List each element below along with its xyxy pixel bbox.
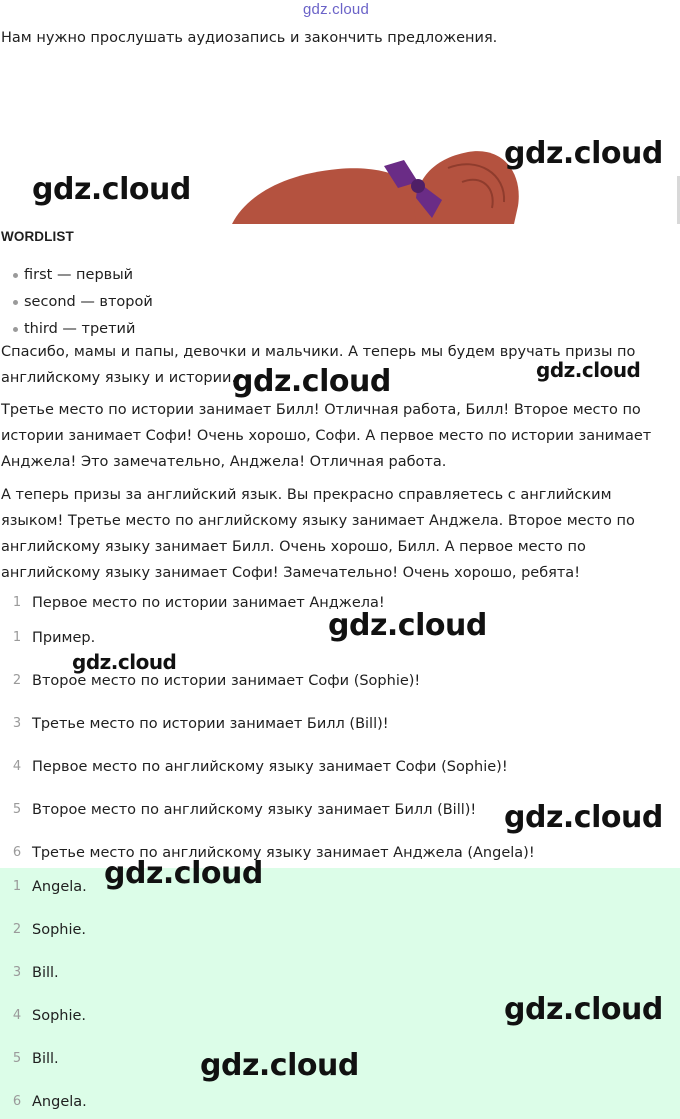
list-item: third — третий bbox=[10, 319, 153, 346]
watermark: gdz.cloud bbox=[32, 172, 191, 207]
watermark: gdz.cloud bbox=[72, 650, 177, 674]
watermark: gdz.cloud bbox=[200, 1048, 359, 1083]
site-mark[interactable]: gdz.cloud bbox=[303, 1, 370, 18]
girl-hair-illustration bbox=[228, 148, 528, 224]
item-number: 2 bbox=[12, 922, 22, 937]
item-number: 5 bbox=[12, 1051, 22, 1066]
item-text: Первое место по истории занимает Анджела! bbox=[32, 595, 385, 611]
item-number: 6 bbox=[12, 1094, 22, 1109]
answer-text: Sophie. bbox=[32, 1008, 87, 1024]
answer-text: Angela. bbox=[32, 879, 87, 895]
item-text: Пример. bbox=[32, 630, 96, 646]
item-text: Второе место по истории занимает Софи (Sophie)! bbox=[32, 673, 421, 689]
answer-text: Sophie. bbox=[32, 922, 87, 938]
item-number: 3 bbox=[12, 965, 22, 980]
item-text: Третье место по истории занимает Билл (Bill)! bbox=[32, 716, 389, 732]
answer-text: Bill. bbox=[32, 965, 59, 981]
transcript-paragraph: А теперь призы за английский язык. Вы прекрасно справляетесь с английским языком! Третье место по английскому языку занимает Анджела. Второе место по английскому языку занимает Билл. Очень хорошо, Билл. А первое место по английскому языку занимает Софи! Замечательно! Очень хорошо, ребята! bbox=[1, 487, 635, 581]
item-text: Третье место по английскому языку занимает Анджела (Angela)! bbox=[32, 845, 535, 861]
item-number: 4 bbox=[12, 759, 22, 774]
item-number: 1 bbox=[12, 630, 22, 645]
answer-text: Bill. bbox=[32, 1051, 59, 1067]
item-number: 6 bbox=[12, 845, 22, 860]
item-number: 4 bbox=[12, 1008, 22, 1023]
watermark: gdz.cloud bbox=[232, 364, 391, 399]
item-text: Второе место по английскому языку занимает Билл (Bill)! bbox=[32, 802, 477, 818]
list-item: second — второй bbox=[10, 292, 153, 319]
item-number: 3 bbox=[12, 716, 22, 731]
task-instruction: Нам нужно прослушать аудиозапись и закончить предложения. bbox=[1, 30, 498, 46]
list-item: first — первый bbox=[10, 265, 153, 292]
watermark: gdz.cloud bbox=[104, 856, 263, 891]
transcript-paragraph: Третье место по истории занимает Билл! Отличная работа, Билл! Второе место по истории занимает Софи! Очень хорошо, Софи. А первое место по истории занимает Анджела! Это замечательно, Анджела! Отличная работа. bbox=[1, 402, 652, 470]
watermark: gdz.cloud bbox=[536, 358, 641, 382]
wordlist bbox=[10, 265, 153, 346]
wordlist-title: WORDLIST bbox=[1, 229, 74, 244]
item-number: 2 bbox=[12, 673, 22, 688]
watermark: gdz.cloud bbox=[504, 136, 663, 171]
watermark: gdz.cloud bbox=[504, 800, 663, 835]
item-number: 5 bbox=[12, 802, 22, 817]
answer-text: Angela. bbox=[32, 1094, 87, 1110]
watermark: gdz.cloud bbox=[504, 992, 663, 1027]
item-text: Первое место по английскому языку занимает Софи (Sophie)! bbox=[32, 759, 508, 775]
item-number: 1 bbox=[12, 595, 22, 610]
watermark: gdz.cloud bbox=[328, 608, 487, 643]
transcript-paragraph: Спасибо, мамы и папы, девочки и мальчики. А теперь мы будем вручать призы по английскому языку и истории. bbox=[1, 344, 636, 386]
item-number: 1 bbox=[12, 879, 22, 894]
